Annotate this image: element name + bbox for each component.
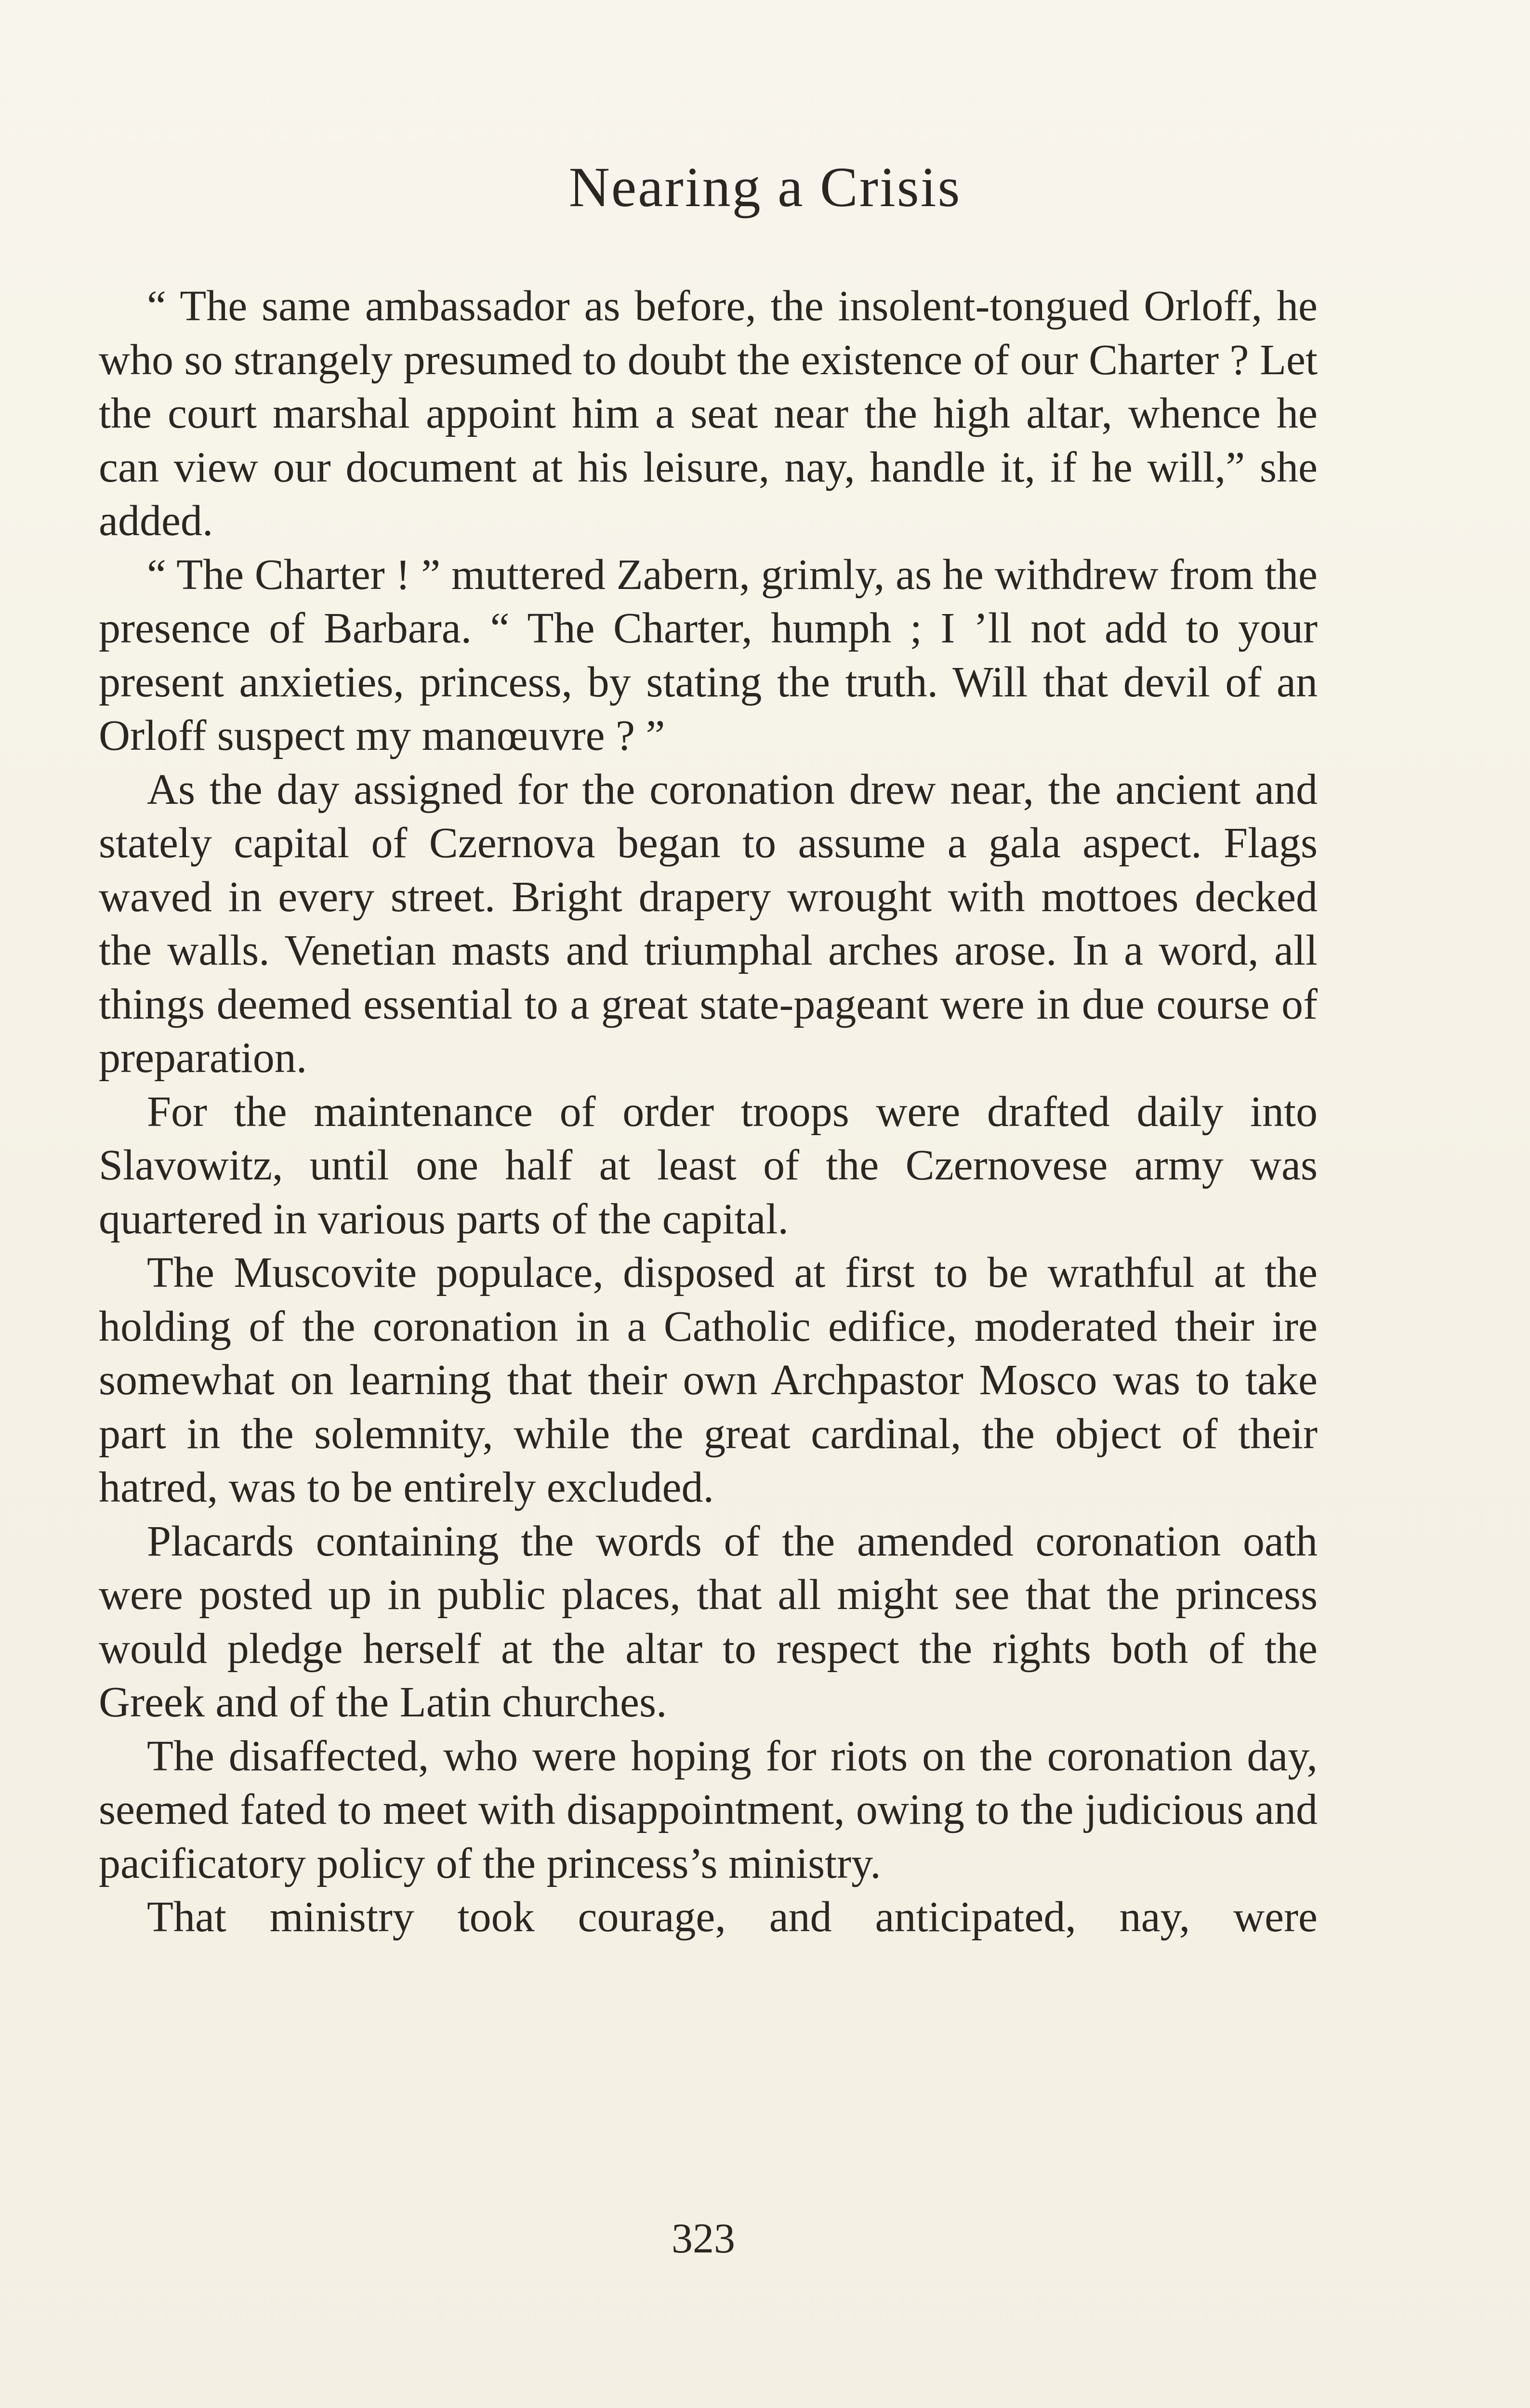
body-text [99, 279, 1318, 1944]
paragraph: That ministry took courage, and anticipated, nay, were [147, 1893, 1318, 1941]
page-number: 323 [672, 2215, 735, 2262]
paragraph: For the maintenance of order troops were drafted daily into Slavowitz, until one half at least of the Czernovese army was quartered in various parts of the capital. [99, 1087, 1318, 1243]
paragraph: The Muscovite populace, disposed at first to be wrathful at the holding of the coronation in a Catholic edifice, moderated their ire somewhat on learning that their own Archpastor Mosco was to take part in the solemnity, while the great cardinal, the object of their hatred, was to be entirely excluded. [99, 1249, 1318, 1511]
running-head: Nearing a Crisis [568, 156, 962, 219]
paragraph: Placards containing the words of the amended coronation oath were posted up in public places, that all might see that the princess would pledge herself at the altar to respect the rights both of the Greek and of the Latin churches. [99, 1517, 1318, 1726]
paragraph: “ The same ambassador as before, the insolent-tongued Orloff, he who so strangely presumed to doubt the existence of our Charter ? Let the court marshal appoint him a seat near the high altar, whence he can view our document at his leisure, nay, handle it, if he will,” she added. [99, 282, 1318, 545]
paragraph: “ The Charter ! ” muttered Zabern, grimly, as he withdrew from the presence of Barbara. “ The Charter, humph ; I ’ll not add to your present anxieties, princess, by stating the truth. Will that devil of an Orloff suspect my manœuvre ? ” [99, 550, 1318, 759]
paragraph: As the day assigned for the coronation drew near, the ancient and stately capital of Czernova began to assume a gala aspect. Flags waved in every street. Bright drapery wrought with mottoes decked the walls. Venetian masts and triumphal arches arose. In a word, all things deemed essential to a great state-pageant were in due course of preparation. [99, 765, 1318, 1082]
paragraph: The disaffected, who were hoping for riots on the coronation day, seemed fated to meet with disappointment, owing to the judicious and pacificatory policy of the princess’s ministry. [99, 1732, 1318, 1887]
